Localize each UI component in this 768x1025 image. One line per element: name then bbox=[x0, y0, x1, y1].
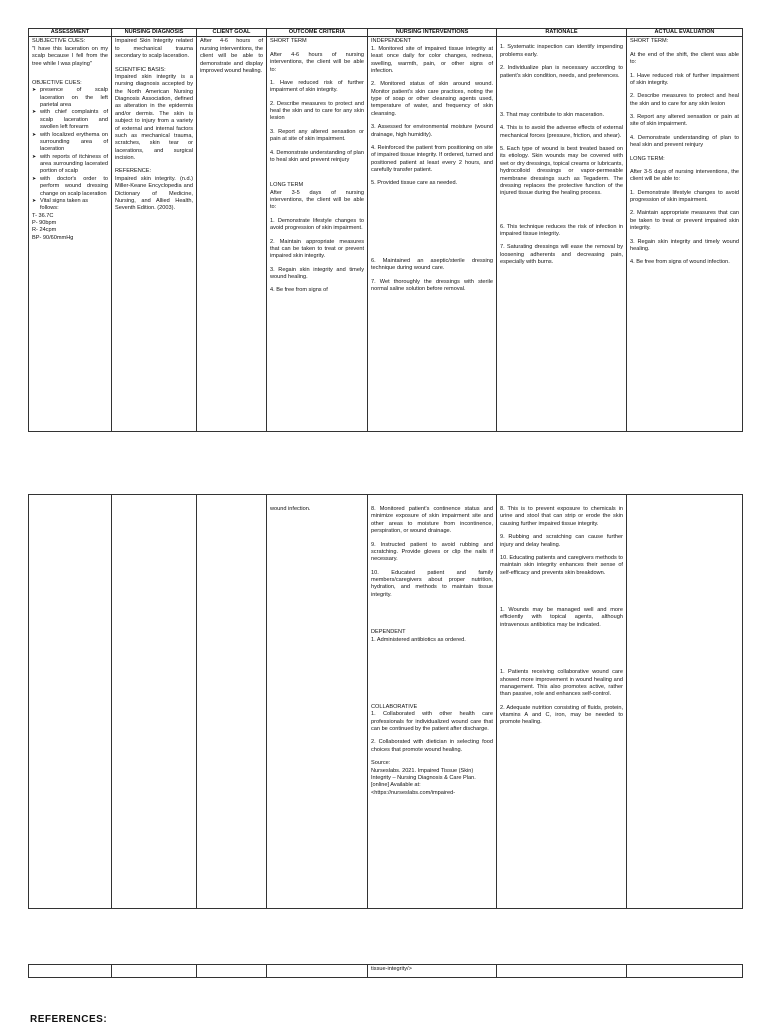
subjective-quote: "I have this laceration on my scalp because I fell from the tree while I was playing" bbox=[32, 45, 108, 67]
header-nursing-diagnosis: NURSING DIAGNOSIS bbox=[112, 29, 197, 37]
assessment-cell bbox=[29, 965, 112, 978]
intervention-item: 7. Wet thoroughly the dressings with sterile normal saline solution before removal. bbox=[371, 278, 493, 292]
intervention-item: 2. Monitored status of skin around wound. Monitor patient's skin care practices, noting the type of soap or other cleansing agents used, temperature of water, and frequency of skin cleansing. bbox=[371, 81, 493, 117]
reference-text: Impaired skin integrity. (n.d.) Miller-Keane Encyclopedia and Dictionary of Medicine, Nursing, and Allied Health, Seventh Edition. (2003). bbox=[115, 175, 193, 212]
table-row bbox=[29, 965, 743, 978]
interventions-cell bbox=[368, 495, 497, 909]
source-text-continued: tissue-integrity/> bbox=[371, 966, 412, 972]
outcome-criteria-cell bbox=[267, 37, 368, 432]
table-row bbox=[29, 37, 743, 432]
evaluation-item: 1. Have reduced risk of further impairment of skin integrity. bbox=[630, 72, 739, 86]
intervention-item: 2. Collaborated with dietician in selecting food choices that promote wound healing. bbox=[371, 739, 493, 753]
evaluation-item: 4. Be free from signs of wound infection. bbox=[630, 259, 730, 266]
diagnosis-cell bbox=[112, 965, 197, 978]
outcome-item: 2. Describe measures to protect and heal the skin and to care for any skin lesion bbox=[270, 100, 364, 122]
header-assessment: ASSESSMENT bbox=[29, 29, 112, 37]
rationale-item: 3. That may contribute to skin maceration. bbox=[500, 111, 605, 118]
interventions-cell bbox=[368, 965, 497, 978]
eval-long-term-label: LONG TERM: bbox=[630, 155, 665, 162]
rationale-item: 1. Wounds may be managed well and more efficiently with topical agents, although intravenous antibiotics may be indicated. bbox=[500, 607, 623, 628]
intervention-item: 1. Collaborated with other health care professionals for individualized wound care that can be continued by the patient after discharge. bbox=[371, 711, 493, 732]
vital-sign: BP- 90/60mmHg bbox=[32, 234, 74, 241]
rationale-item: 4. This is to avoid the adverse effects of external mechanical forces (pressure, friction, and shear). bbox=[500, 125, 623, 139]
evaluation-item: 4. Demonstrate understanding of plan to heal skin and prevent reinjury bbox=[630, 134, 739, 149]
intervention-item: 4. Reinforced the patient from positioning on site of impaired tissue integrity. If ordered, turned and positioned patient at least every 2 hours, and carefully transfer patient. bbox=[371, 144, 493, 173]
objective-cues-list bbox=[32, 87, 108, 212]
diagnosis-cell bbox=[112, 495, 197, 909]
table-header-row bbox=[29, 29, 743, 37]
rationale-item: 9. Rubbing and scratching can cause further injury and delay healing. bbox=[500, 534, 623, 548]
outcome-item: 1. Have reduced risk of further impairment of skin integrity. bbox=[270, 79, 364, 94]
short-term-label: SHORT TERM bbox=[270, 38, 307, 45]
dependent-label: DEPENDENT bbox=[371, 629, 406, 636]
references-heading: REFERENCES: bbox=[30, 1014, 108, 1025]
outcome-criteria-cell bbox=[267, 965, 368, 978]
eval-short-term-label: SHORT TERM: bbox=[630, 38, 669, 45]
intervention-item: 1. Administered antibiotics as ordered. bbox=[371, 636, 466, 643]
rationale-item: 6. This technique reduces the risk of infection in impaired tissue integrity. bbox=[500, 223, 623, 237]
intervention-item: 1. Monitored site of impaired tissue integrity at least once daily for color changes, redness, swelling, warmth, pain, or other signs of infection. bbox=[371, 45, 493, 74]
evaluation-cell bbox=[627, 965, 743, 978]
client-goal-text: After 4-6 hours of nursing interventions, the client will be able to demonstrate and display improved wound healing. bbox=[200, 38, 263, 74]
care-plan-table-1 bbox=[28, 28, 743, 432]
scientific-basis-text: Impaired skin integrity is a nursing diagnosis accepted by the North American Nursing Diagnosis Association, defined as alteration in the epidermis and/or dermis. The skin is subject to injury from a variety of external and internal factors such as mechanical trauma, scratches, skin tear or lacerations, and surgical incision. bbox=[115, 73, 193, 161]
rationale-cell bbox=[497, 37, 627, 432]
care-plan-table-2 bbox=[28, 494, 743, 909]
eval-long-intro: After 3-5 days of nursing interventions, the client will be able to: bbox=[630, 168, 739, 183]
scientific-basis-label: SCIENTIFIC BASIS: bbox=[115, 66, 166, 73]
outcome-item: 3. Report any altered sensation or pain at site of skin impairment. bbox=[270, 128, 364, 143]
long-term-intro: After 3-5 days of nursing interventions, the client will be able to: bbox=[270, 189, 364, 211]
outcome-item: 4. Be free from signs of bbox=[270, 287, 328, 294]
rationale-item: 8. This is to prevent exposure to chemicals in urine and stool that can strip or erode the skin causing further impaired tissue integrity. bbox=[500, 506, 623, 527]
evaluation-item: 3. Report any altered sensation or pain at site of skin impairment. bbox=[630, 114, 739, 128]
short-term-intro: After 4-6 hours of nursing interventions, the client will be able to: bbox=[270, 51, 364, 73]
outcome-item: 4. Demonstrate understanding of plan to heal skin and prevent reinjury bbox=[270, 149, 364, 163]
independent-label: INDEPENDENT bbox=[371, 38, 412, 45]
subjective-cues-label: SUBJECTIVE CUES: bbox=[32, 38, 86, 45]
interventions-cell bbox=[368, 37, 497, 432]
source-text: Nurseslabs. 2021. Impaired Tissue (Skin) Integrity – Nursing Diagnosis & Care Plan. [online] Available at: <https://nurseslabs.com/impaired- bbox=[371, 767, 476, 796]
rationale-item: 1. Systematic inspection can identify impending problems early. bbox=[500, 44, 623, 58]
objective-cues-label: OBJECTIVE CUES: bbox=[32, 79, 82, 86]
evaluation-item: 2. Maintain appropriate measures that can be taken to treat or prevent impaired skin integrity. bbox=[630, 210, 739, 232]
care-plan-page-1 bbox=[0, 28, 768, 432]
evaluation-item: 1. Demonstrate lifestyle changes to avoid progression of skin impairment. bbox=[630, 189, 739, 203]
rationale-item: 10. Educating patients and caregivers methods to maintain skin integrity enhances their sense of self-efficacy and prevents skin breakdown. bbox=[500, 554, 623, 576]
evaluation-item: 3. Regain skin integrity and timely wound healing. bbox=[630, 238, 739, 252]
evaluation-cell bbox=[627, 37, 743, 432]
intervention-item: 10. Educated patient and family members/caregivers about proper nutrition, hydration, and methods to maintain tissue integrity. bbox=[371, 569, 493, 598]
rationale-item: 2. Adequate nutrition consisting of fluids, protein, vitamins A and C, iron, may be needed to promote healing. bbox=[500, 704, 623, 726]
eval-short-intro: At the end of the shift, the client was able to: bbox=[630, 51, 739, 66]
client-goal-cell bbox=[197, 37, 267, 432]
vital-sign: P- 90bpm bbox=[32, 220, 57, 226]
rationale-item: 5. Each type of wound is best treated based on its etiology. Skin wounds may be covered with wet or dry dressings, topical creams or lubricants, hydrocolloid dressings or vapor-permeable membrane dressings such as Tegaderm. The dressing replaces the protective function of the injured tissue during the healing process. bbox=[500, 146, 623, 197]
vital-sign: R- 24cpm bbox=[32, 227, 57, 234]
intervention-item: 3. Assessed for environmental moisture (wound drainage, high humidity). bbox=[371, 124, 493, 138]
rationale-cell bbox=[497, 965, 627, 978]
collaborative-label: COLLABORATIVE bbox=[371, 703, 418, 710]
intervention-item: 9. Instructed patient to avoid rubbing and scratching. Provide gloves or clip the nails if necessary. bbox=[371, 541, 493, 563]
reference-label: REFERENCE: bbox=[115, 168, 152, 175]
rationale-item: 1. Patients receiving collaborative wound care showed more improvement in wound healing and management. This also promotes active, rather than passive, role and enhances self-control. bbox=[500, 669, 623, 698]
header-nursing-interventions: NURSING INTERVENTIONS bbox=[368, 29, 497, 37]
list-item: ➤ with reports of itchiness of area surrounding lacerated portion of scalp bbox=[32, 154, 108, 176]
care-plan-page-3 bbox=[0, 964, 768, 978]
list-item: ➤ Vital signs taken as follows: bbox=[32, 198, 108, 213]
intervention-item: 5. Provided tissue care as needed. bbox=[371, 180, 458, 187]
care-plan-page-2 bbox=[0, 494, 768, 909]
header-rationale: RATIONALE bbox=[497, 29, 627, 37]
outcome-item: 2. Maintain appropriate measures that can be taken to treat or prevent impaired skin integrity. bbox=[270, 238, 364, 260]
header-client-goal: CLIENT GOAL bbox=[197, 29, 267, 37]
outcome-criteria-cell bbox=[267, 495, 368, 909]
intervention-item: 8. Monitored patient's continence status and minimize exposure of skin impairment site and other areas to moisture from incontinence, perspiration, or wound drainage. bbox=[371, 506, 493, 535]
assessment-cell bbox=[29, 37, 112, 432]
assessment-cell bbox=[29, 495, 112, 909]
outcome-item: 1. Demonstrate lifestyle changes to avoid progression of skin impairment. bbox=[270, 217, 364, 232]
diagnosis-text: Impaired Skin Integrity related to mechanical trauma secondary to scalp laceration. bbox=[115, 38, 193, 60]
table-row bbox=[29, 495, 743, 909]
source-label: Source: bbox=[371, 760, 391, 767]
rationale-cell bbox=[497, 495, 627, 909]
list-item: ➤ presence of scalp laceration on the left parietal area bbox=[32, 87, 108, 109]
client-goal-cell bbox=[197, 965, 267, 978]
outcome-item-continued: wound infection. bbox=[270, 506, 311, 512]
header-actual-evaluation: ACTUAL EVALUATION bbox=[627, 29, 743, 37]
rationale-item: 7. Saturating dressings will ease the removal by loosening adherents and decreasing pain, especially with burns. bbox=[500, 244, 623, 266]
diagnosis-cell bbox=[112, 37, 197, 432]
list-item: ➤ with chief complaints of scalp laceration and swollen left forearm bbox=[32, 109, 108, 131]
care-plan-table-3 bbox=[28, 964, 743, 978]
header-outcome-criteria: OUTCOME CRITERIA bbox=[267, 29, 368, 37]
rationale-item: 2. Individualize plan is necessary according to patient's skin condition, needs, and preferences. bbox=[500, 65, 623, 79]
list-item: ➤ with doctor's order to perform wound dressing change on scalp laceration bbox=[32, 176, 108, 198]
evaluation-cell bbox=[627, 495, 743, 909]
client-goal-cell bbox=[197, 495, 267, 909]
evaluation-item: 2. Describe measures to protect and heal the skin and to care for any skin lesion bbox=[630, 93, 739, 107]
outcome-item: 3. Regain skin integrity and timely wound healing. bbox=[270, 266, 364, 280]
vital-sign: T- 36.7C bbox=[32, 212, 54, 219]
long-term-label: LONG TERM bbox=[270, 182, 304, 189]
list-item: ➤ with localized erythema on surrounding area of laceration bbox=[32, 132, 108, 154]
intervention-item: 6. Maintained an aseptic/sterile dressing technique during wound care. bbox=[371, 257, 493, 272]
